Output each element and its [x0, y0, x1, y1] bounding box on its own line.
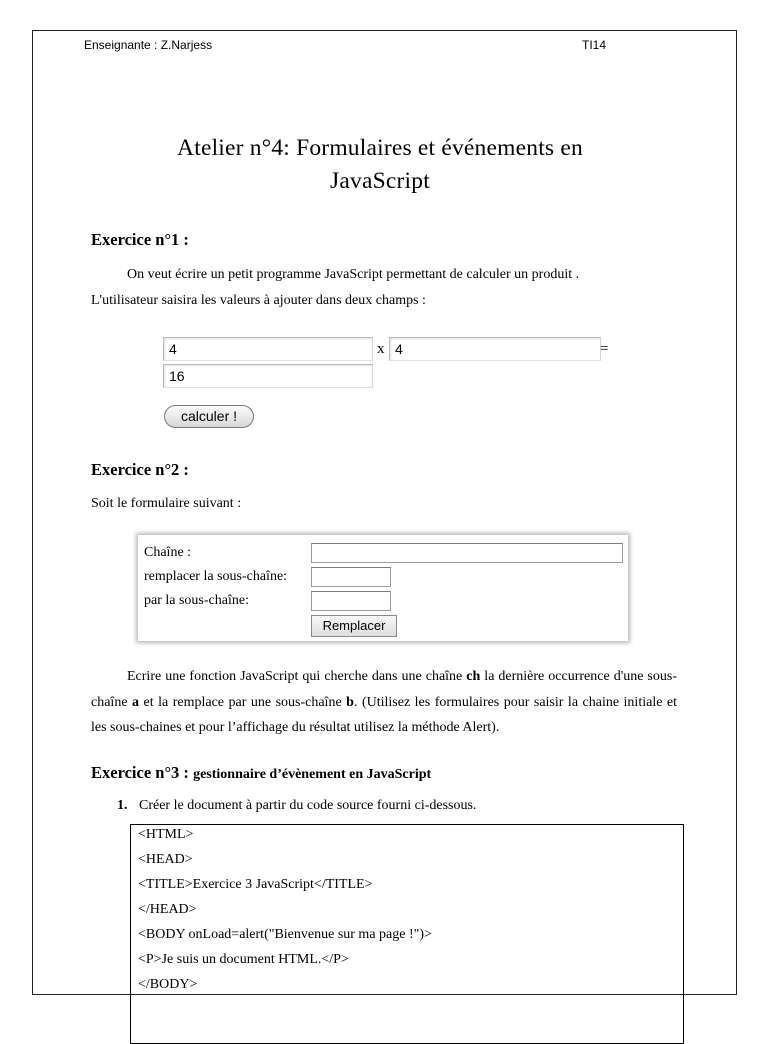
ex1-result-field[interactable]: 16	[163, 364, 373, 388]
ex1-times-sign: x	[377, 341, 385, 357]
ex2-form	[138, 535, 628, 641]
header-teacher: Enseignante : Z.Narjess	[84, 38, 213, 52]
code-line: </HEAD>	[138, 902, 197, 917]
title-line-1: Atelier n°4: Formulaires et événements en	[177, 135, 583, 161]
ex2-para-text-4: . (Utilisez les formulaires pour saisir la chaine initiale et les sous-chaines et pour l’affichage du résultat utilisez la méthode Alert).	[91, 694, 678, 735]
label-par: par la sous-chaîne:	[144, 593, 249, 608]
ex3-heading	[91, 763, 431, 783]
ex1-para-line1: On veut écrire un petit programme JavaScript permettant de calculer un produit .	[127, 267, 580, 282]
title-line-2: JavaScript	[330, 168, 430, 194]
calculer-button[interactable]: calculer !	[164, 405, 254, 428]
label-remplacer: remplacer la sous-chaîne:	[144, 569, 288, 584]
ex1-para-line2: L'utilisateur saisira les valeurs à ajouter dans deux champs :	[91, 293, 426, 308]
ex2-para-bold-b: b	[346, 694, 354, 710]
ex2-intro: Soit le formulaire suivant :	[91, 496, 242, 511]
label-chaine: Chaîne :	[144, 545, 192, 560]
par-input[interactable]	[311, 591, 391, 611]
remplacer-input[interactable]	[311, 567, 391, 587]
ex2-paragraph	[91, 664, 677, 741]
ex3-list-item	[117, 798, 476, 814]
ex2-para-text-2: la dernière occurrence d'une sous-chaîne	[91, 669, 677, 710]
ex1-input-b[interactable]: 4	[389, 337, 601, 361]
ex1-equals-sign: =	[600, 341, 609, 357]
ex3-subheading: gestionnaire d’évènement en JavaScript	[193, 767, 432, 782]
header-class: TI14	[582, 38, 607, 52]
ex3-heading-label: Exercice n°3 :	[91, 763, 189, 782]
ex2-para-text-3: et la remplace par une sous-chaîne	[139, 694, 347, 710]
ex3-item-text: Créer le document à partir du code source fourni ci-dessous.	[139, 798, 477, 813]
code-line: <HEAD>	[138, 852, 193, 867]
ex1-input-a[interactable]: 4	[163, 337, 373, 361]
code-box	[130, 824, 684, 1044]
code-line: <P>Je suis un document HTML.</P>	[138, 952, 349, 967]
ex2-heading: Exercice n°2 :	[91, 460, 189, 479]
remplacer-button[interactable]: Remplacer	[311, 615, 397, 637]
chaine-input[interactable]	[311, 543, 623, 563]
ex2-para-bold-a: a	[132, 694, 140, 710]
code-line: </BODY>	[138, 977, 198, 992]
code-line: <BODY onLoad=alert("Bienvenue sur ma page !")>	[138, 927, 432, 942]
code-line: <HTML>	[138, 827, 194, 842]
ex1-paragraph	[91, 262, 677, 314]
ex1-heading: Exercice n°1 :	[91, 230, 189, 249]
page-title	[80, 132, 680, 198]
ex3-item-number: 1.	[117, 798, 128, 813]
ex2-para-text-1: Ecrire une fonction JavaScript qui cherche dans une chaîne	[127, 669, 467, 684]
code-line: <TITLE>Exercice 3 JavaScript</TITLE>	[138, 877, 373, 892]
ex2-para-bold-ch: ch	[466, 669, 481, 684]
